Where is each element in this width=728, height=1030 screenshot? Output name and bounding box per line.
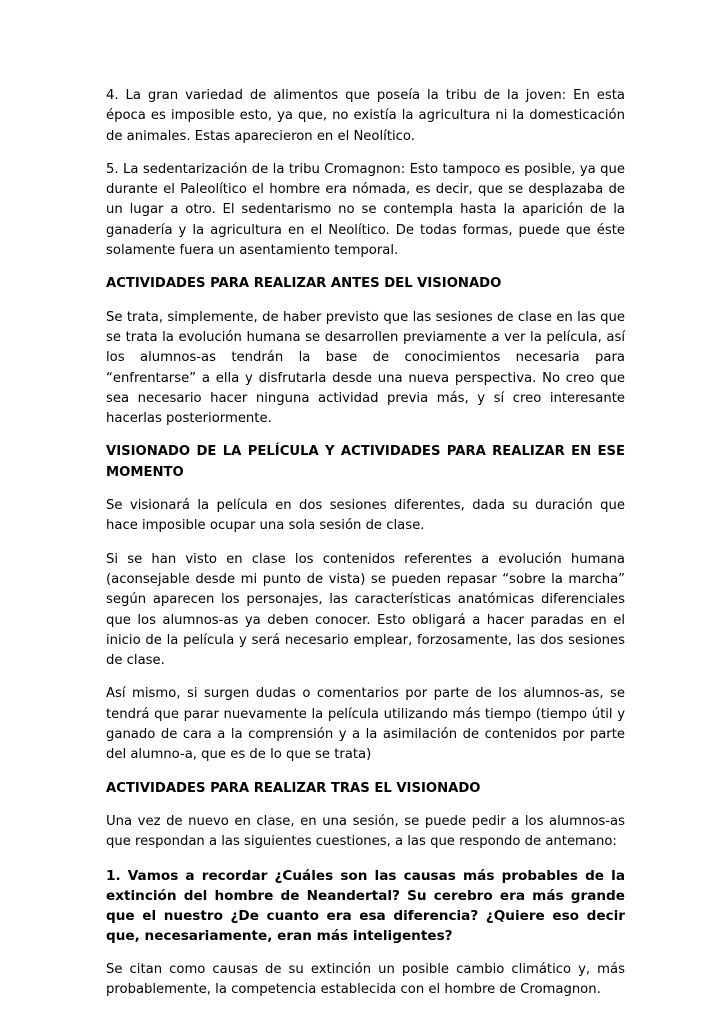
paragraph-after-viewing-intro: Una vez de nuevo en clase, en una sesión, se puede pedir a los alumnos-as que respondan a las siguientes cuestiones, a las que respondo de antemano: — [106, 813, 625, 850]
section-heading-after-viewing: ACTIVIDADES PARA REALIZAR TRAS EL VISIONADO — [106, 780, 481, 796]
document-page — [106, 86, 625, 1013]
paragraph-before-viewing: Se trata, simplemente, de haber previsto que las sesiones de clase en las que se trata la evolución humana se desarrollen previamente a ver la película, así los alumnos-as tendrán la base de conocimientos necesaria para “enfrentarse” a ella y disfrutarla desde una nueva perspectiva. No creo que sea necesario hacer ninguna actividad previa más, y sí creo interesante hacerlas posteriormente. — [106, 309, 625, 427]
section-heading-during-viewing: VISIONADO DE LA PELÍCULA Y ACTIVIDADES PARA REALIZAR EN ESE MOMENTO — [106, 444, 625, 480]
question-1: 1. Vamos a recordar ¿Cuáles son las causas más probables de la extinción del hombre de Neandertal? Su cerebro era más grande que el nuestro ¿De cuanto era esa diferencia? ¿Quiere eso decir que, necesariamente, eran más inteligentes? — [106, 867, 625, 945]
paragraph-doubts-comments: Así mismo, si surgen dudas o comentarios por parte de los alumnos-as, se tendrá que parar nuevamente la película utilizando más tiempo (tiempo útil y ganado de cara a la comprensión y a la asimilación de contenidos por parte del alumno-a, que es de lo que se trata) — [106, 686, 625, 763]
paragraph-item-5: 5. La sedentarización de la tribu Cromagnon: Esto tampoco es posible, ya que durante el Paleolítico el hombre era nómada, es decir, que se desplazaba de un lugar a otro. El sedentarismo no se contempla hasta la aparición de la ganadería y la agricultura en el Neolítico. De todas formas, puede que éste solamente fuera un asentamiento temporal. — [106, 161, 625, 259]
section-heading-before-viewing: ACTIVIDADES PARA REALIZAR ANTES DEL VISIONADO — [106, 276, 502, 292]
paragraph-viewing-sessions: Se visionará la película en dos sesiones diferentes, dada su duración que hace imposible ocupar una sola sesión de clase. — [106, 498, 625, 534]
paragraph-review-contents: Si se han visto en clase los contenidos referentes a evolución humana (aconsejable desde mi punto de vista) se pueden repasar “sobre la marcha” según aparecen los personajes, las características anatómicas diferenciales que los alumnos-as ya deben conocer. Esto obligará a hacer paradas en el inicio de la película y será necesario emplear, forzosamente, las dos sesiones de clase. — [106, 551, 625, 669]
paragraph-item-4: 4. La gran variedad de alimentos que poseía la tribu de la joven: En esta época es imposible esto, ya que, no existía la agricultura ni la domesticación de animales. Estas aparecieron en el Neolítico. — [106, 88, 625, 144]
answer-1: Se citan como causas de su extinción un posible cambio climático y, más probablemente, la competencia establecida con el hombre de Cromagnon. — [106, 961, 625, 997]
